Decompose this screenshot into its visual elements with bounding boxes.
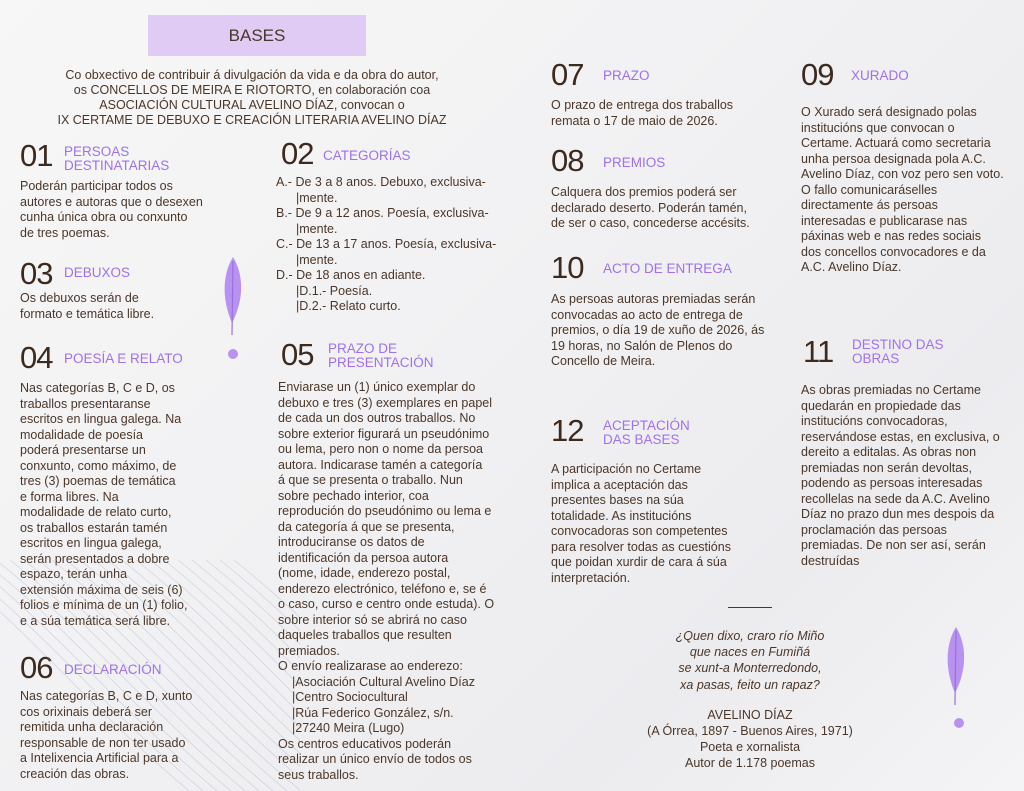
section-body	[20, 291, 154, 322]
poem-author-works: Autor de 1.178 poemas	[685, 756, 815, 771]
body-line: C.- De 13 a 17 anos. Poesía, exclusiva-	[276, 237, 497, 251]
body-line: á que se presenta o traballo. Nun	[278, 473, 463, 487]
body-line: |Asociación Cultural Avelino Díaz	[292, 674, 475, 689]
body-line: sobre exterior figurará un pseudónimo	[278, 426, 490, 441]
body-line: de cada un dos outros traballos. No	[278, 411, 476, 425]
body-line: convocadoras son competentes	[551, 524, 728, 538]
intro-line: ASOCIACIÓN CULTURAL AVELINO DÍAZ, convocan o	[99, 98, 405, 112]
body-line: da categoría á que se presenta,	[278, 519, 455, 534]
section-number: 09	[801, 57, 834, 92]
body-line: directamente ás persoas	[801, 198, 938, 212]
intro-line: IX CERTAME DE DEBUXO E CREACIÓN LITERARIA AVELINO DÍAZ	[57, 113, 447, 127]
poem-verse: ¿Quen dixo, craro río Miño	[675, 629, 825, 643]
section-title	[603, 262, 732, 276]
section-body	[20, 179, 203, 241]
body-line: autora. Indicarase tamén a categoría	[278, 457, 483, 472]
body-line: declarado deserto. Poderán tamén,	[551, 200, 747, 215]
body-line: de ser o caso, concederse accésits.	[551, 216, 750, 230]
section-number: 08	[551, 143, 584, 178]
section-title	[603, 156, 665, 170]
body-line: Concello de Meira.	[551, 354, 656, 368]
body-line: escritos en lingua galega,	[20, 536, 162, 550]
body-line: extensión máxima de seis (6)	[20, 582, 183, 597]
body-line: conxunto, como máximo, de	[20, 458, 177, 473]
body-line: 19 horas, no Salón de Plenos do	[551, 338, 733, 353]
section-title-line: PRAZO DE	[328, 341, 398, 356]
body-line: remata o 17 de maio de 2026.	[551, 113, 718, 128]
body-line: realizar un único envío de todos os	[278, 752, 472, 766]
body-line: ou lema, pero non o nome da persoa	[278, 442, 483, 456]
section-title-line: DECLARACIÓN	[64, 662, 162, 677]
section-number: 05	[281, 337, 314, 372]
body-line: podendo as persoas interesadas	[801, 476, 983, 490]
section-title	[603, 419, 690, 447]
section-number: 11	[803, 334, 834, 369]
intro-line: os CONCELLOS DE MEIRA E RIOTORTO, en colaboración coa	[73, 83, 431, 97]
body-line: O prazo de entrega dos traballos	[551, 98, 734, 112]
body-line: modalidade de poesía	[20, 427, 144, 442]
section-body	[551, 185, 750, 232]
section-title-line: POESÍA E RELATO	[64, 351, 183, 366]
body-line: sobre interior só se abrirá no caso	[278, 612, 467, 627]
body-line: A.C. Avelino Díaz.	[801, 260, 902, 274]
body-line: Certame. Actuará como secretaria	[801, 136, 991, 150]
section-body	[278, 380, 494, 783]
section-number: 10	[551, 250, 584, 285]
section-number: 12	[551, 413, 584, 448]
body-line: Os centros educativos poderán	[278, 736, 452, 751]
body-line: premios, o día 19 de xuño de 2026, ás	[551, 323, 765, 337]
bases-title: BASES	[228, 25, 286, 45]
body-line: premiados.	[278, 643, 340, 658]
section-title-line: DESTINATARIAS	[64, 158, 170, 173]
section-body	[801, 383, 1000, 569]
section-title-line: PERSOAS	[64, 144, 130, 159]
body-line: formato e temática libre.	[20, 306, 155, 321]
body-line: cunha única obra ou conxunto	[20, 210, 188, 224]
poem-author-name: AVELINO DÍAZ	[707, 707, 793, 722]
section-number: 06	[20, 650, 53, 685]
section-title	[603, 69, 650, 83]
section-title	[64, 352, 183, 366]
poem-verse: xa pasas, feito un rapaz?	[680, 677, 820, 692]
bases-header	[148, 15, 366, 56]
body-line: premiadas. De non ser así, serán	[801, 538, 986, 552]
intro-text	[40, 68, 464, 128]
body-line: Os debuxos serán de	[20, 291, 139, 305]
section-title	[851, 69, 909, 83]
section-title	[64, 266, 130, 280]
body-line: proclamación das persoas	[801, 522, 947, 537]
body-line: daqueles traballos que resulten	[278, 628, 452, 642]
section-number: 03	[20, 256, 53, 291]
body-line: |mente.	[296, 221, 338, 236]
poem-verse: que naces en Fumiñá	[689, 645, 811, 660]
body-line: os traballos estarán tamén	[20, 520, 168, 535]
body-line: remitida unha declaración	[20, 720, 164, 734]
body-line: para resolver todas as cuestións	[551, 539, 731, 554]
body-line: de tres poemas.	[20, 225, 110, 240]
divider	[728, 607, 772, 608]
body-line: tres (3) poemas de temática	[20, 474, 176, 488]
body-line: |mente.	[296, 252, 338, 267]
body-line: debuxo e tres (3) exemplares en papel	[278, 395, 493, 410]
body-line: páxinas web e nas redes sociais	[801, 229, 981, 243]
body-line: As persoas autoras premiadas serán	[551, 292, 756, 306]
body-line: Enviarase un (1) único exemplar do	[278, 380, 476, 394]
body-line: interesadas e publicarase nas	[801, 213, 968, 228]
section-title	[328, 342, 434, 370]
section-title-line: DESTINO DAS	[852, 337, 944, 352]
body-line: Nas categorías B, C e D, os	[20, 381, 175, 395]
body-line: modalidade de relato curto,	[20, 505, 172, 519]
body-line: escritos en lingua galega. Na	[20, 412, 182, 426]
background-lines	[0, 560, 300, 791]
body-line: institucións convocadoras,	[801, 414, 948, 428]
body-line: |D.1.- Poesía.	[296, 283, 373, 298]
body-line: creación das obras.	[20, 766, 130, 781]
body-line: cos orixinais deberá ser	[20, 704, 153, 719]
body-line: reservándose estas, en exclusiva, o	[801, 429, 1000, 444]
intro-line: Co obxectivo de contribuir á divulgación da vida e da obra do autor,	[65, 68, 439, 82]
body-line: implica a aceptación das	[551, 477, 688, 492]
section-title-line: DAS BASES	[603, 432, 680, 447]
section-title-line: ACEPTACIÓN	[603, 418, 690, 433]
section-title	[323, 149, 411, 163]
body-line: traballos presentaranse	[20, 396, 151, 411]
body-line: dereito a editalas. As obras non	[801, 445, 977, 459]
section-body	[276, 175, 496, 315]
body-line: presentes bases na súa	[551, 493, 684, 507]
body-line: introduciranse os datos de	[278, 535, 425, 549]
body-line: Díaz no prazo dun mes despois da	[801, 507, 995, 521]
body-line: D.- De 18 anos en adiante.	[276, 268, 426, 282]
body-line: identificación da persoa autora	[278, 550, 449, 565]
body-line: A.- De 3 a 8 anos. Debuxo, exclusiva-	[276, 175, 486, 189]
body-line: |Centro Sociocultural	[292, 690, 408, 704]
body-line: As obras premiadas no Certame	[801, 383, 981, 397]
body-line: recollelas na sede da A.C. Avelino	[801, 491, 990, 506]
body-line: A participación no Certame	[551, 462, 702, 476]
body-line: O fallo comunicaráselles	[801, 182, 938, 197]
body-line: sobre pechado interior, coa	[278, 488, 429, 503]
body-line: Poderán participar todos os	[20, 179, 173, 193]
feather-icon	[218, 255, 248, 365]
body-line: Nas categorías B, C e D, xunto	[20, 689, 193, 703]
poem-verse: se xunt-a Monterredondo,	[678, 661, 822, 676]
body-line: (nome, idade, enderezo postal,	[278, 566, 451, 580]
body-line: espazo, terán unha	[20, 567, 128, 581]
section-number: 04	[20, 340, 53, 375]
section-number: 02	[281, 136, 314, 171]
body-line: e a súa temática será libre.	[20, 613, 171, 628]
body-line: unha persoa designada pola A.C.	[801, 151, 986, 166]
body-line: poderá presentarse un	[20, 443, 146, 457]
body-line: autores e autoras que o desexen	[20, 194, 203, 209]
body-line: B.- De 9 a 12 anos. Poesía, exclusiva-	[276, 206, 489, 220]
body-line: |D.2.- Relato curto.	[296, 299, 401, 313]
body-line: e forma libres. Na	[20, 489, 119, 504]
section-body	[551, 98, 733, 129]
body-line: a Intelixencia Artificial para a	[20, 751, 179, 765]
section-body	[551, 462, 731, 586]
section-title-line: CATEGORÍAS	[323, 148, 411, 163]
body-line: dos concellos convocadores e da	[801, 244, 986, 259]
poem-author-role: Poeta e xornalista	[699, 740, 801, 755]
body-line: |mente.	[296, 190, 338, 205]
section-title	[852, 338, 944, 366]
body-line: o caso, curso e centro onde estuda). O	[278, 597, 495, 611]
body-line: que poidan xurdir de cara á súa	[551, 555, 727, 569]
section-title-line: PRESENTACIÓN	[328, 355, 434, 370]
body-line: folios e mínima de un (1) folio,	[20, 598, 188, 612]
feather-icon	[941, 625, 971, 735]
body-line: destruídas	[801, 553, 860, 568]
body-line: reprodución do pseudónimo ou lema e	[278, 504, 492, 518]
section-body	[551, 292, 764, 370]
body-line: responsable de non ter usado	[20, 735, 186, 750]
section-body	[801, 105, 1004, 276]
body-line: O envío realizarase ao enderezo:	[278, 659, 463, 673]
body-line: enderezo electrónico, teléfono e, se é	[278, 581, 487, 596]
body-line: serán presentados a dobre	[20, 551, 170, 566]
section-title-line: PREMIOS	[603, 155, 666, 170]
section-number: 07	[551, 57, 584, 92]
section-title-line: XURADO	[851, 68, 909, 83]
body-line: institucións que convocan o	[801, 120, 955, 135]
body-line: premiadas non serán devoltas,	[801, 460, 972, 475]
body-line: O Xurado será designado polas	[801, 105, 977, 119]
body-line: Calquera dos premios poderá ser	[551, 185, 737, 199]
section-title-line: DEBUXOS	[64, 265, 131, 280]
poem-block	[620, 628, 880, 772]
body-line: Avelino Díaz, con voz pero sen voto.	[801, 167, 1004, 181]
body-line: |27240 Meira (Lugo)	[292, 721, 405, 735]
poem-author-dates: (A Órrea, 1897 - Buenos Aires, 1971)	[647, 724, 853, 739]
body-line: quedarán en propiedade das	[801, 398, 961, 413]
body-line: |Rúa Federico González, s/n.	[292, 705, 454, 720]
section-title-line: ACTO DE ENTREGA	[603, 261, 732, 276]
body-line: seus traballos.	[278, 767, 359, 782]
section-title	[64, 145, 169, 173]
body-line: interpretación.	[551, 570, 631, 585]
section-number: 01	[20, 138, 53, 173]
body-line: totalidade. As institucións	[551, 508, 692, 523]
section-title-line: OBRAS	[852, 351, 900, 366]
section-title-line: PRAZO	[603, 68, 650, 83]
body-line: convocadas ao acto de entrega de	[551, 307, 743, 322]
